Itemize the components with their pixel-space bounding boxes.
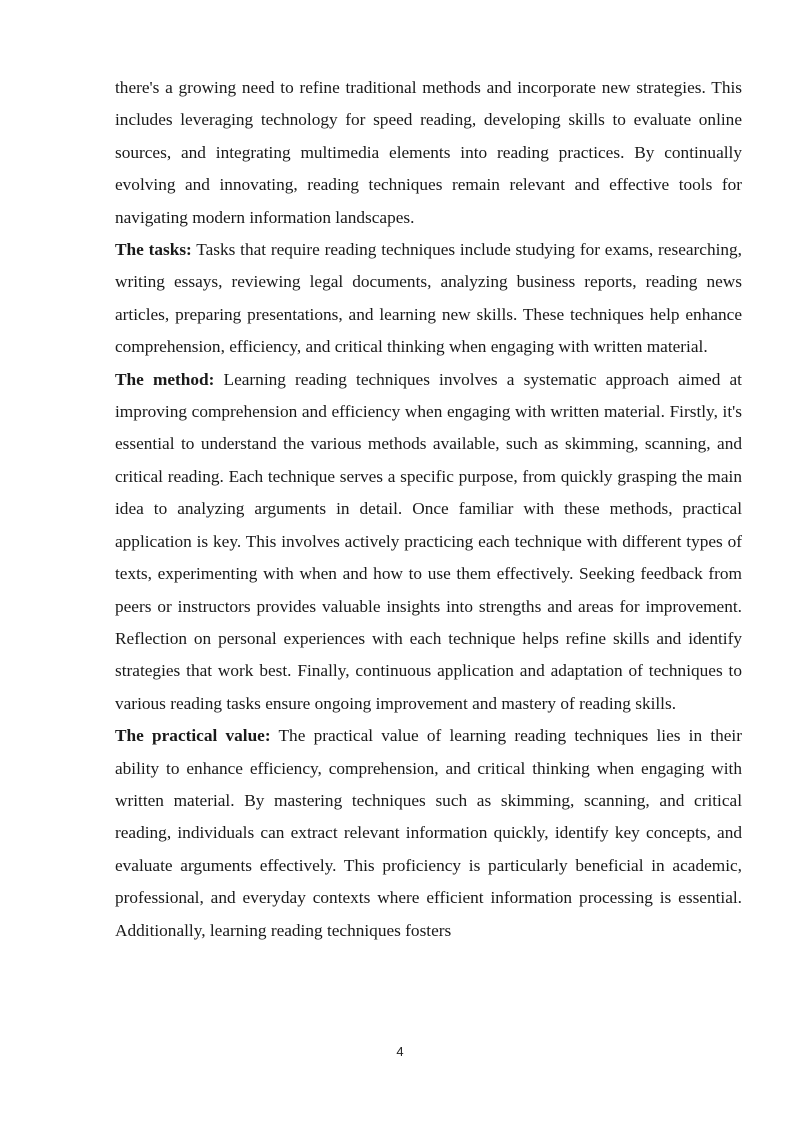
paragraph-heading: The practical value: <box>115 726 271 746</box>
paragraph-text: Tasks that require reading techniques include studying for exams, researching, writing essays, reviewing legal documents, analyzing business reports, reading news articles, preparing presentations, and learning new skills. These techniques help enhance comprehension, efficiency, and critical thinking when engaging with written material. <box>115 240 742 357</box>
paragraph-text: there's a growing need to refine traditional methods and incorporate new strategies. This includes leveraging technology for speed reading, developing skills to evaluate online sources, and integrating multimedia elements into reading practices. By continually evolving and innovating, reading techniques remain relevant and effective tools for navigating modern information landscapes. <box>115 78 742 227</box>
paragraph-text: Learning reading techniques involves a systematic approach aimed at improving comprehension and efficiency when engaging with written material. Firstly, it's essential to understand the various methods available, such as skimming, scanning, and critical reading. Each technique serves a specific purpose, from quickly grasping the main idea to analyzing arguments in detail. Once familiar with these methods, practical application is key. This involves actively practicing each technique with different types of texts, experimenting with when and how to use them effectively. Seeking feedback from peers or instructors provides valuable insights into strengths and areas for improvement. Reflection on personal experiences with each technique helps refine skills and identify strategies that work best. Finally, continuous application and adaptation of techniques to various reading tasks ensure ongoing improvement and mastery of reading skills. <box>115 369 742 713</box>
page-number: 4 <box>396 1044 404 1059</box>
paragraph-practical-value <box>115 720 742 947</box>
paragraph-heading: The tasks: <box>115 240 192 260</box>
paragraph-heading: The method: <box>115 369 215 389</box>
paragraph-method <box>115 364 742 720</box>
paragraph-tasks <box>115 234 742 364</box>
paragraph-text: The practical value of learning reading techniques lies in their ability to enhance efficiency, comprehension, and critical thinking when engaging with written material. By mastering techniques such as skimming, scanning, and critical reading, individuals can extract relevant information quickly, identify key concepts, and evaluate arguments effectively. This proficiency is particularly beneficial in academic, professional, and everyday contexts where efficient information processing is essential. Additionally, learning reading techniques fosters <box>115 726 742 940</box>
paragraph-continuation <box>115 72 742 234</box>
page-body <box>115 72 742 947</box>
